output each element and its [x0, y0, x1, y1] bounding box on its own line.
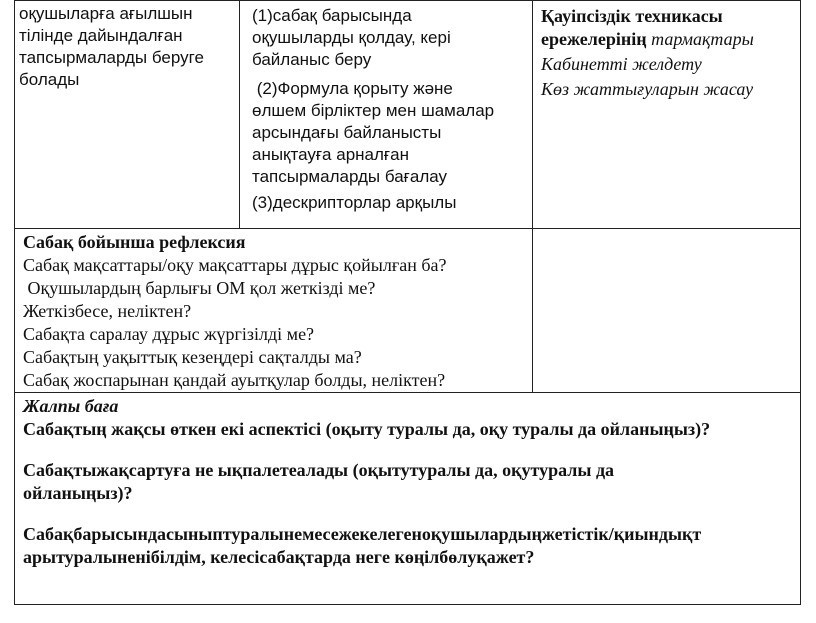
safety-item: Кабинетті желдету: [541, 54, 702, 74]
assessment-point-1: [252, 5, 524, 71]
general-question-2: Сабақтыжақсартуға не ықпалетеалады (оқытутуралы да, оқутуралы да: [23, 460, 615, 480]
text-line: оқушыларға ағылшын: [19, 4, 193, 23]
reflection-heading: Сабақ бойынша рефлексия: [23, 232, 246, 252]
cell-reflection: [15, 229, 533, 393]
text-line: (2)Формула қорыту және: [252, 79, 453, 98]
reflection-question: Сабақта саралау дұрыс жүргізілді ме?: [23, 324, 315, 344]
spacer: [23, 441, 794, 459]
text-line: оқушыларды қолдау, кері: [252, 28, 451, 47]
assessment-point-2: [252, 78, 524, 188]
assessment-point-3: [252, 192, 524, 214]
text-line: арсындағы байланысты: [252, 123, 442, 142]
cell-differentiation: [15, 1, 240, 229]
general-question-3: арытуралыненібілдім, келесісабақтарда негe көңілбөлуқажет?: [23, 547, 535, 567]
lesson-plan-table: [14, 0, 801, 605]
cell-safety: [533, 1, 801, 229]
reflection-question: Сабақ мақсаттары/оқу мақсаттары дұрыс қойылған ба?: [23, 255, 447, 275]
reflection-question: Сабақ жоспарынан қандай ауытқулар болды, неліктен?: [23, 370, 446, 390]
cell-assessment: [240, 1, 533, 229]
general-question-2: ойланыңыз)?: [23, 483, 133, 503]
safety-title-bold: Қауіпсіздік техникасы: [541, 6, 723, 26]
text-line: анықтауға арналған: [252, 145, 409, 164]
safety-item: Көз жаттығуларын жасау: [541, 79, 754, 99]
text-line: (3)дескрипторлар арқылы: [252, 193, 457, 212]
text-line: өлшем бірліктер мен шамалар: [252, 101, 495, 120]
text-line: тапсырмаларды бағалау: [252, 167, 448, 186]
cell-reflection-notes: [533, 229, 801, 393]
safety-title: [541, 5, 792, 28]
text-line: болады: [19, 70, 80, 89]
general-question-3: Сабақбарысындасыныптуралынемесежекелегеноқушылардыңжетістік/қиындықт: [23, 524, 702, 544]
text-line: тілінде дайындалған: [19, 26, 183, 45]
table-row-general: [15, 393, 801, 605]
reflection-question: Сабақтың уақыттық кезеңдері сақталды ма?: [23, 347, 362, 367]
safety-title-bold: ережелерінің: [541, 29, 647, 49]
safety-title-italic: тармақтары: [646, 29, 754, 49]
spacer: [23, 505, 794, 523]
cell-general-assessment: [15, 393, 801, 605]
general-heading: Жалпы баға: [23, 396, 119, 416]
table-row-assessment: [15, 1, 801, 229]
text-line: байланыс беру: [252, 50, 372, 69]
general-question-1: Сабақтың жақсы өткен екі аспектісі (оқыту туралы да, оқу туралы да ойланыңыз)?: [23, 419, 711, 439]
text-line: тапсырмаларды беруге: [19, 48, 204, 67]
reflection-question: Жеткізбесе, неліктен?: [23, 301, 192, 321]
reflection-question: Оқушылардың барлығы ОМ қол жеткізді ме?: [23, 278, 376, 298]
safety-title-line-2: [541, 28, 792, 51]
text-line: (1)сабақ барысында: [252, 6, 412, 25]
table-row-reflection: [15, 229, 801, 393]
